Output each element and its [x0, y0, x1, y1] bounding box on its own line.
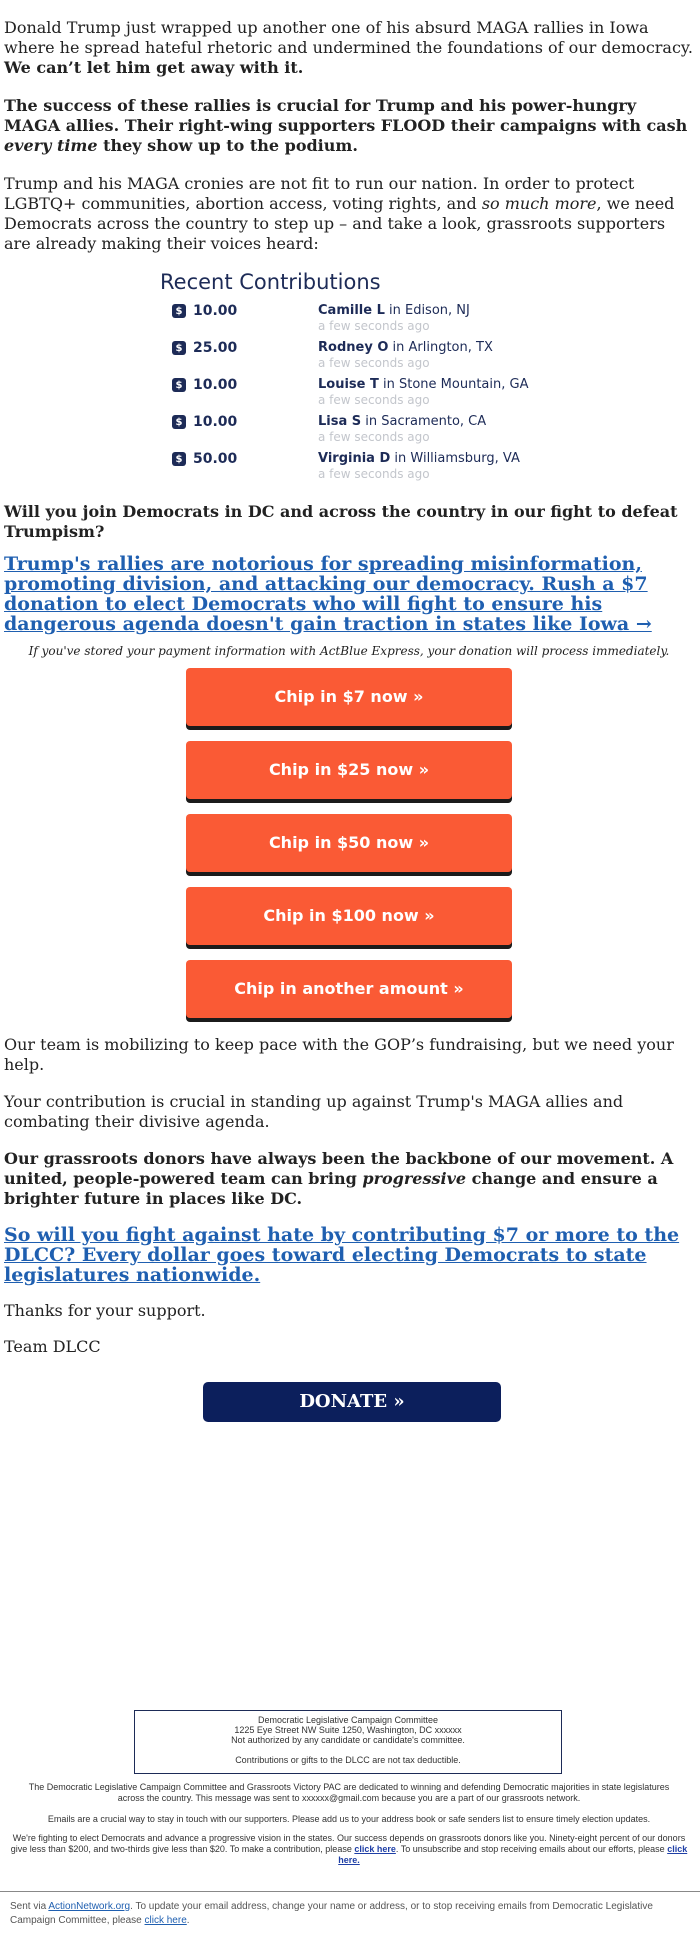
- intro-3a: Trump and his MAGA cronies are not fit to run our nation. In order to protect LGBTQ+ communities, abortion access, voting rights, and: [4, 174, 635, 213]
- chip-in-25-button[interactable]: Chip in $25 now »: [186, 741, 512, 799]
- in-label: in: [384, 303, 405, 318]
- contribution-amount: 25.00: [193, 340, 238, 356]
- contributor-location: Edison, NJ: [404, 303, 470, 318]
- update-email-click-here-link[interactable]: click here: [144, 1915, 187, 1926]
- donate-button[interactable]: DONATE »: [203, 1382, 501, 1422]
- ask-question: Will you join Democrats in DC and across the country in our fight to defeat Trumpism?: [4, 502, 678, 541]
- intro-2b: they show up to the podium.: [97, 136, 358, 155]
- contribution-time: a few seconds ago: [318, 430, 430, 444]
- sent-via-b: . To update your email address, change your name or address, or to stop receiving emails from Democratic Legislative Campaign Committee, please: [10, 1901, 653, 1926]
- in-label: in: [390, 451, 411, 466]
- in-label: in: [378, 377, 399, 392]
- closing-3b: change and ensure a brighter future in places like DC.: [4, 1169, 658, 1208]
- closing-paragraph-2: Your contribution is crucial in standing up against Trump's MAGA allies and combating their divisive agenda.: [4, 1092, 624, 1131]
- contribution-amount: 10.00: [193, 377, 238, 393]
- intro-3b: , we need Democrats across the country to step up – and take a look, grassroots supporters are already making their voices heard:: [4, 194, 675, 253]
- footer-mission: The Democratic Legislative Campaign Committee and Grassroots Victory PAC are dedicated to winning and defending Democratic majorities in state legislatures across the country. This message was sent to xxxxxx@gmail.com because you are a part of our grassroots network.: [28, 1782, 670, 1803]
- contribute-click-here-link[interactable]: click here: [354, 1844, 396, 1854]
- contributor-name: Louise T: [318, 377, 379, 392]
- dollar-icon: $: [172, 378, 186, 392]
- footer-emails-note: Emails are a crucial way to stay in touch with our supporters. Please add us to your address book or safe senders list to ensure timely election updates.: [47, 1814, 651, 1824]
- contributor-location: Sacramento, CA: [381, 414, 487, 429]
- sent-via-a: Sent via: [10, 1901, 49, 1912]
- dollar-icon: $: [172, 341, 186, 355]
- intro-bold: We can’t let him get away with it.: [4, 58, 304, 77]
- chip-in-buttons: [4, 668, 694, 1018]
- contributor-location: Arlington, TX: [408, 340, 493, 355]
- signature: Team DLCC: [4, 1337, 101, 1356]
- donate-7-link[interactable]: Trump's rallies are notorious for spreading misinformation, promoting division, and attacking our democracy. Rush a $7 donation to elect Democrats who will fight to ensure his dangerous agenda doesn't gain traction in states like Iowa →: [4, 553, 652, 635]
- contribution-time: a few seconds ago: [318, 467, 430, 481]
- chip-in-other-amount-button[interactable]: Chip in another amount »: [186, 960, 512, 1018]
- recent-contributions: [160, 267, 530, 488]
- dollar-icon: $: [172, 415, 186, 429]
- closing-3a: Our grassroots donors have always been the backbone of our movement. A united, people-powered team can bring: [4, 1149, 674, 1188]
- intro-3-italic: so much more: [481, 194, 597, 213]
- footer-address-box: [134, 1710, 562, 1774]
- intro-2a: The success of these rallies is crucial for Trump and his power-hungry MAGA allies. Their right-wing supporters FLOOD their campaigns with cash: [4, 96, 688, 135]
- contribution-row: [160, 377, 530, 414]
- contributor-name: Virginia D: [318, 451, 391, 466]
- contributor-location: Williamsburg, VA: [410, 451, 520, 466]
- in-label: in: [388, 340, 409, 355]
- recent-contributions-title: Recent Contributions: [160, 270, 381, 294]
- contribution-row: [160, 451, 530, 488]
- dollar-icon: $: [172, 452, 186, 466]
- footer-tax-note: Contributions or gifts to the DLCC are not tax deductible.: [235, 1755, 461, 1765]
- contribution-amount: 10.00: [193, 303, 238, 319]
- closing-3-italic: progressive: [362, 1169, 467, 1188]
- footer-fighting-a: We're fighting to elect Democrats and advance a progressive vision in the states. Our success depends on grassroots donors like you. Ninety-eight percent of our donors give less than $200, and two-thirds give less than $20. To make a contribution, please: [10, 1833, 686, 1854]
- intro-paragraph-2: [4, 96, 694, 156]
- dollar-icon: $: [172, 304, 186, 318]
- contribution-amount: 10.00: [193, 414, 238, 430]
- contributor-name: Rodney O: [318, 340, 389, 355]
- footer-address: 1225 Eye Street NW Suite 1250, Washington, DC xxxxxx: [234, 1725, 462, 1735]
- footer-disclaimer: Not authorized by any candidate or candidate's committee.: [231, 1735, 465, 1745]
- in-label: in: [361, 414, 382, 429]
- intro-paragraph-1: [4, 18, 694, 78]
- contribution-time: a few seconds ago: [318, 356, 430, 370]
- contributor-name: Lisa S: [318, 414, 362, 429]
- ask-link-wrap: [4, 554, 694, 634]
- chip-in-7-button[interactable]: Chip in $7 now »: [186, 668, 512, 726]
- contribute-dlcc-link[interactable]: So will you fight against hate by contributing $7 or more to the DLCC? Every dollar goes toward electing Democrats to state legislatures nationwide.: [4, 1224, 680, 1286]
- footer-org: Democratic Legislative Campaign Committee: [257, 1715, 439, 1725]
- contribution-time: a few seconds ago: [318, 319, 430, 333]
- contribution-row: [160, 340, 530, 377]
- footer-fighting-b: . To unsubscribe and stop receiving emails about our efforts, please: [395, 1844, 668, 1854]
- closing-link-wrap: [4, 1225, 694, 1285]
- sent-via-end: .: [186, 1915, 190, 1926]
- intro-paragraph-3: [4, 174, 694, 254]
- closing-paragraph-1: Our team is mobilizing to keep pace with the GOP’s fundraising, but we need your help.: [4, 1035, 674, 1074]
- chip-in-100-button[interactable]: Chip in $100 now »: [186, 887, 512, 945]
- contributor-name: Camille L: [318, 303, 385, 318]
- intro-2-italic: every time: [4, 136, 98, 155]
- actionnetwork-link[interactable]: ActionNetwork.org: [48, 1901, 131, 1912]
- sent-via-note: [10, 1900, 680, 1928]
- thanks-text: Thanks for your support.: [4, 1301, 206, 1320]
- footer-divider: [0, 1891, 700, 1892]
- footer-fighting: [4, 1833, 694, 1866]
- intro-text: Donald Trump just wrapped up another one of his absurd MAGA rallies in Iowa where he spread hateful rhetoric and undermined the foundations of our democracy.: [4, 18, 693, 57]
- closing-paragraph-3: [4, 1149, 694, 1209]
- actblue-express-note: If you've stored your payment information with ActBlue Express, your donation will process immediately.: [28, 644, 670, 658]
- contributor-location: Stone Mountain, GA: [399, 377, 529, 392]
- contribution-time: a few seconds ago: [318, 393, 430, 407]
- chip-in-50-button[interactable]: Chip in $50 now »: [186, 814, 512, 872]
- contribution-row: [160, 303, 530, 340]
- contribution-amount: 50.00: [193, 451, 238, 467]
- unsubscribe-click-here-link[interactable]: click here.: [338, 1844, 688, 1865]
- contribution-row: [160, 414, 530, 451]
